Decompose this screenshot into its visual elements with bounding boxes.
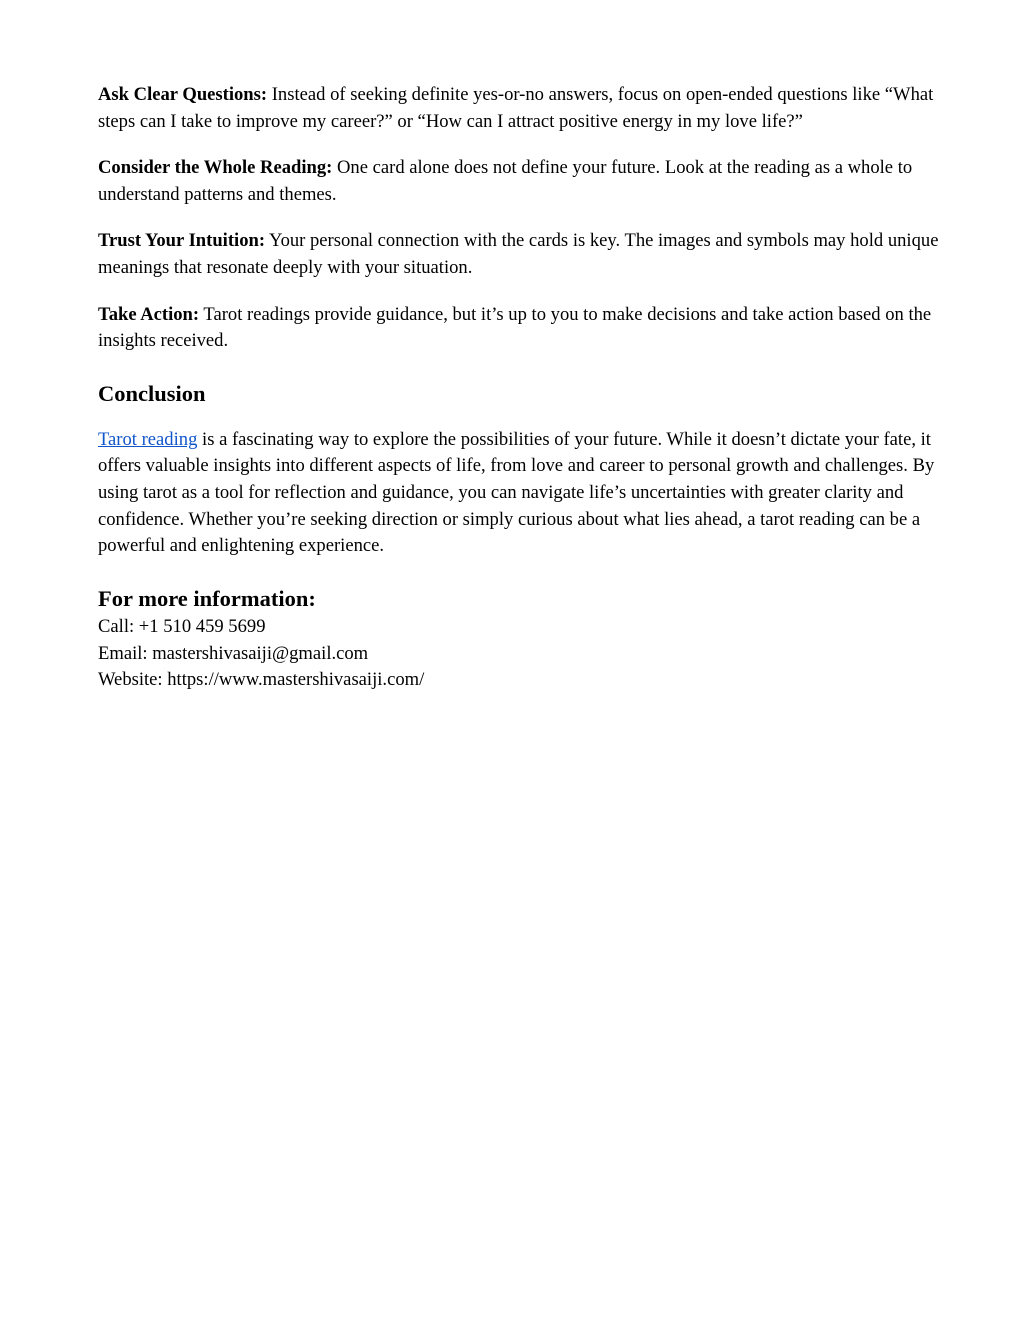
tip-label: Ask Clear Questions: [98,84,268,105]
conclusion-heading: Conclusion [98,380,206,406]
contact-call: Call: +1 510 459 5699 [98,615,266,637]
tip-text: Your personal connection with the cards is key. The images and symbols may hold unique meanings that resonate deeply with your situation. [98,230,939,278]
conclusion-text: is a fascinating way to explore the possibilities of your future. While it doesn’t dictate your fate, it offers valuable insights into different aspects of life, from love and career to personal growth and challenges. By using tarot as a tool for reflection and guidance, you can navigate life’s uncertainties with greater clarity and confidence. Whether you’re seeking direction or simply curious about what lies ahead, a tarot reading can be a powerful and enlightening experience. [98,428,935,557]
tip-text: Instead of seeking definite yes-or-no answers, focus on open-ended questions like “What steps can I take to improve my career?” or “How can I attract positive energy in my love life?” [98,84,934,132]
conclusion-paragraph [98,427,964,560]
tip-take-action [98,302,964,355]
tip-text: Tarot readings provide guidance, but it’s up to you to make decisions and take action based on the insights received. [98,303,932,352]
tip-consider-whole-reading [98,155,964,208]
tip-ask-clear-questions [98,82,964,135]
tip-label: Trust Your Intuition: [98,230,266,252]
tip-label: Take Action: [98,303,200,325]
more-info-heading: For more information: [98,585,316,611]
tarot-reading-link[interactable]: Tarot reading [98,428,198,450]
tip-text: One card alone does not define your future. Look at the reading as a whole to understand patterns and themes. [98,157,913,205]
contact-website: Website: https://www.mastershivasaiji.com/ [98,669,425,691]
contact-email: Email: mastershivasaiji@gmail.com [98,642,369,664]
tip-label: Consider the Whole Reading: [98,157,333,179]
contact-block [98,614,964,694]
tip-trust-intuition [98,228,964,281]
